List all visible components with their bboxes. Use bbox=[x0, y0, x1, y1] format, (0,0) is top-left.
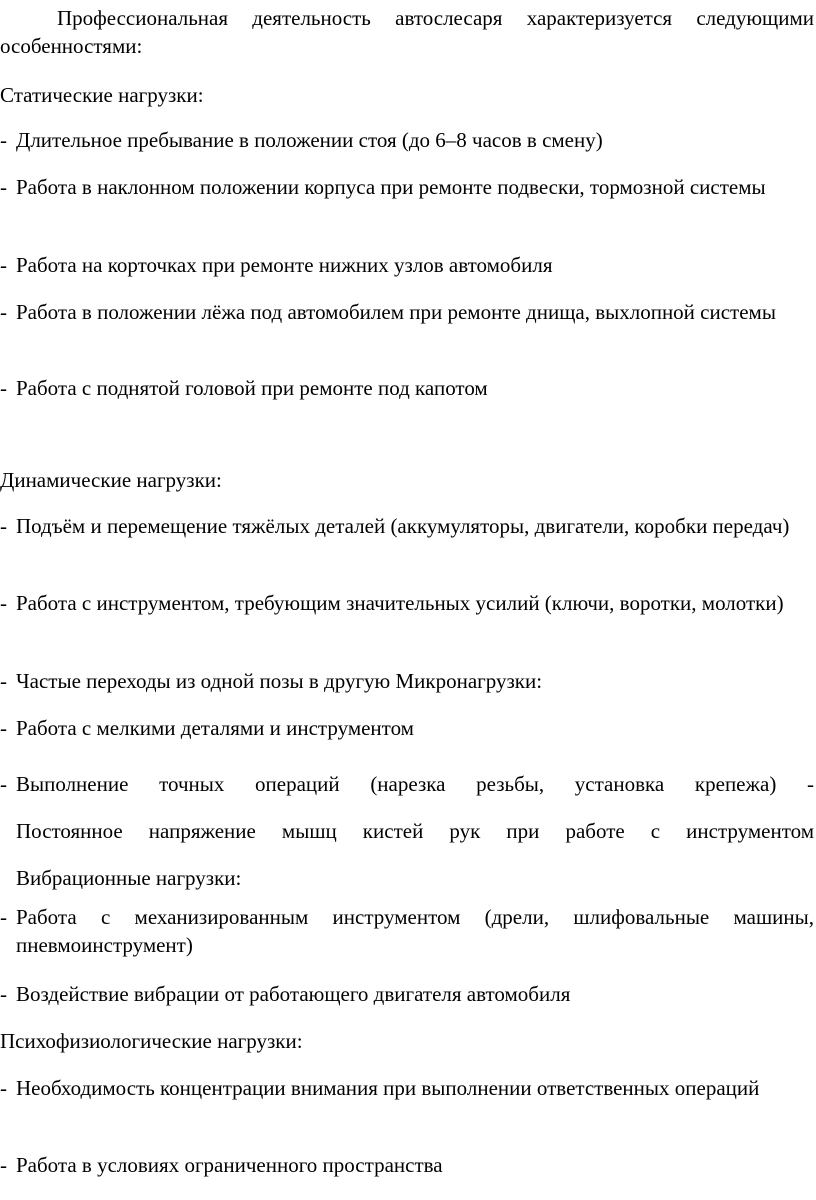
list-item-text: Работа с инструментом, требующим значительных усилий (ключи, воротки, молотки) bbox=[16, 591, 784, 615]
dash: - bbox=[0, 1076, 7, 1100]
dash: - bbox=[0, 300, 7, 324]
dash: - bbox=[0, 376, 7, 400]
list-item bbox=[0, 298, 814, 326]
dash: - bbox=[0, 253, 7, 277]
dash: - bbox=[0, 128, 7, 152]
dash: - bbox=[0, 669, 7, 693]
list-item bbox=[0, 173, 814, 201]
list-item bbox=[0, 374, 814, 402]
list-item bbox=[0, 980, 814, 1008]
list-item-text: Подъём и перемещение тяжёлых деталей (аккумуляторы, двигатели, коробки передач) bbox=[16, 514, 790, 538]
dash: - bbox=[0, 905, 7, 929]
dash: - bbox=[0, 982, 7, 1006]
list-item bbox=[0, 251, 814, 279]
heading-static: Статические нагрузки: bbox=[0, 83, 204, 107]
list-item-text: Необходимость концентрации внимания при выполнении ответственных операций bbox=[16, 1076, 760, 1100]
heading-vibration: Вибрационные нагрузки: bbox=[16, 866, 242, 890]
dash: - bbox=[0, 591, 7, 615]
list-item bbox=[0, 1151, 814, 1179]
list-item-text: Работа в условиях ограниченного пространства bbox=[16, 1153, 443, 1177]
list-item bbox=[0, 1074, 814, 1102]
list-item bbox=[0, 667, 814, 695]
dash: - bbox=[0, 716, 7, 740]
list-item bbox=[0, 512, 814, 540]
list-item-text: Длительное пребывание в положении стоя (до 6–8 часов в смену) bbox=[16, 128, 603, 152]
dash: - bbox=[0, 772, 7, 796]
heading-psycho: Психофизиологические нагрузки: bbox=[0, 1029, 303, 1053]
list-item-line: Постоянное напряжение мышц кистей рук при работе с инструментом bbox=[16, 819, 814, 843]
list-item-text: Воздействие вибрации от работающего двигателя автомобиля bbox=[16, 982, 571, 1006]
list-item bbox=[0, 589, 814, 617]
heading-dynamic: Динамические нагрузки: bbox=[0, 468, 222, 492]
list-item-text: Работа в положении лёжа под автомобилем при ремонте днища, выхлопной системы bbox=[16, 300, 776, 324]
list-item-text: Работа с механизированным инструментом (дрели, шлифовальные машины, пневмоинструмент) bbox=[16, 905, 814, 957]
dash: - bbox=[0, 1153, 7, 1177]
list-item-text: Работа в наклонном положении корпуса при ремонте подвески, тормозной системы bbox=[16, 175, 766, 199]
list-item-text: Работа на корточках при ремонте нижних узлов автомобиля bbox=[16, 253, 553, 277]
dash: - bbox=[0, 514, 7, 538]
list-item bbox=[0, 126, 814, 154]
list-item-line: Выполнение точных операций (нарезка резьбы, установка крепежа) - bbox=[16, 772, 814, 796]
intro-paragraph: Профессиональная деятельность автослесаря характеризуется следующими особенностями: bbox=[0, 6, 814, 58]
list-item bbox=[0, 903, 814, 959]
list-item-merged bbox=[0, 761, 814, 902]
dash: - bbox=[0, 175, 7, 199]
list-item-text: Работа с поднятой головой при ремонте под капотом bbox=[16, 376, 488, 400]
list-item-text: Частые переходы из одной позы в другую Микронагрузки: bbox=[16, 669, 543, 693]
list-item bbox=[0, 714, 814, 742]
list-item-text: Работа с мелкими деталями и инструментом bbox=[16, 716, 414, 740]
